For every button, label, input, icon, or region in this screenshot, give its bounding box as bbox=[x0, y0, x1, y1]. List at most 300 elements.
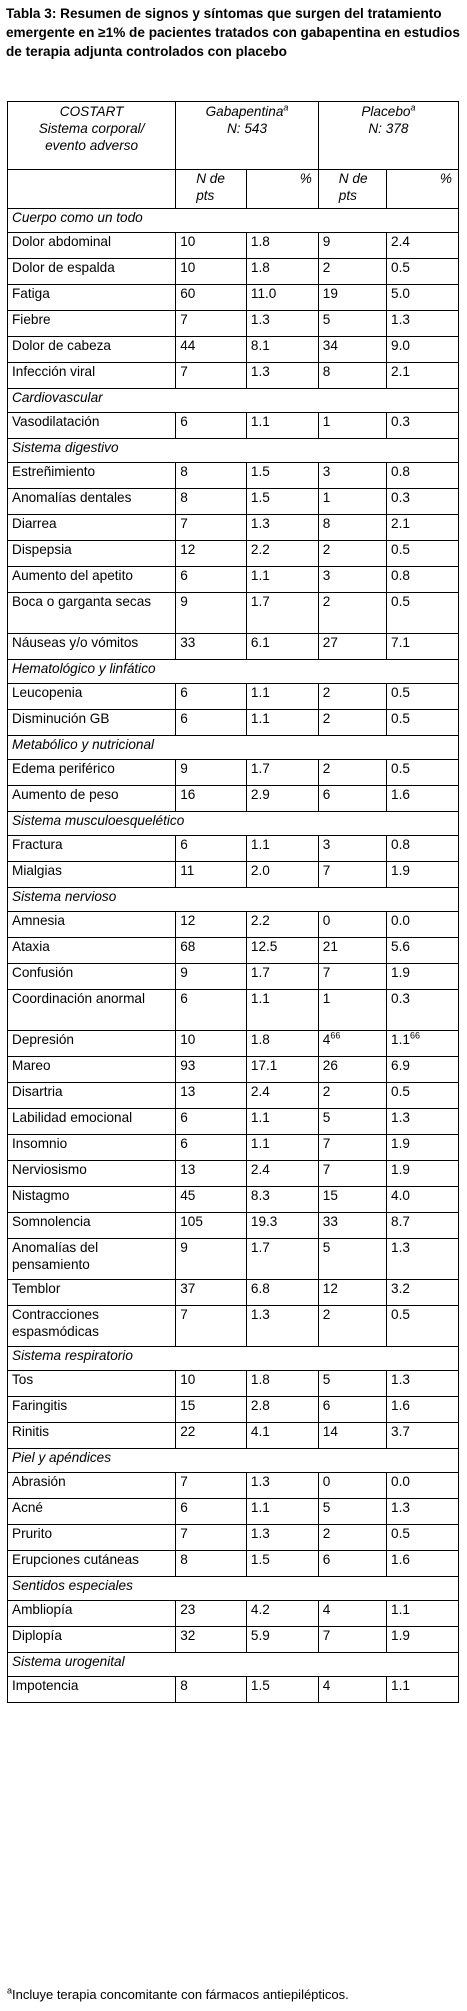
section-title: Sentidos especiales bbox=[8, 1577, 459, 1601]
placebo-percent bbox=[387, 1213, 459, 1239]
gabapentina-n-pts-value: 45 bbox=[180, 1188, 196, 1203]
gabapentina-n-pts-value: 7 bbox=[180, 1526, 188, 1541]
placebo-n-pts bbox=[318, 710, 386, 736]
gabapentina-percent-value: 1.3 bbox=[250, 364, 270, 379]
gabapentina-n-pts bbox=[176, 1135, 247, 1161]
gabapentina-percent bbox=[246, 1280, 318, 1306]
gabapentina-percent bbox=[246, 285, 318, 311]
gabapentina-percent-value: 5.9 bbox=[250, 1628, 270, 1643]
table-row bbox=[8, 1135, 459, 1161]
table-row bbox=[8, 1031, 459, 1057]
placebo-percent-value: 6.9 bbox=[391, 1058, 410, 1073]
placebo-n-pts-value: 9 bbox=[322, 234, 331, 249]
event-label bbox=[8, 1627, 176, 1653]
placebo-n: N: 378 bbox=[368, 121, 409, 136]
gabapentina-percent bbox=[246, 233, 318, 259]
event-label-value: Erupciones cutáneas bbox=[12, 1552, 139, 1567]
gabapentina-label: Gabapentina bbox=[205, 104, 284, 119]
section-title: Piel y apéndices bbox=[8, 1449, 459, 1473]
placebo-percent-value: 1.6 bbox=[391, 1398, 410, 1413]
placebo-n-pts-value: 2 bbox=[322, 542, 331, 557]
event-label bbox=[8, 489, 176, 515]
placebo-n-pts-value: 1 bbox=[322, 490, 331, 505]
placebo-n-pts-value: 5 bbox=[322, 1372, 331, 1387]
placebo-n-pts bbox=[318, 489, 386, 515]
placebo-percent-value: 5.0 bbox=[391, 286, 410, 301]
gabapentina-n-pts bbox=[176, 862, 247, 888]
gabapentina-n-pts-value: 37 bbox=[180, 1281, 196, 1296]
placebo-percent-value: 8.7 bbox=[391, 1214, 410, 1229]
placebo-percent bbox=[387, 684, 459, 710]
placebo-n-pts bbox=[318, 1239, 386, 1280]
section-row-sentidos-especiales bbox=[8, 1577, 459, 1601]
gabapentina-percent-value: 2.2 bbox=[250, 913, 270, 928]
placebo-percent bbox=[387, 1397, 459, 1423]
event-label bbox=[8, 964, 176, 990]
placebo-n-pts-value: 4 bbox=[322, 1032, 331, 1047]
gabapentina-n-pts-value: 8 bbox=[180, 1678, 188, 1693]
event-label bbox=[8, 862, 176, 888]
gabapentina-percent bbox=[246, 1031, 318, 1057]
event-label-value: Mareo bbox=[12, 1058, 51, 1073]
placebo-n-pts bbox=[318, 1135, 386, 1161]
gabapentina-percent-value: 1.3 bbox=[250, 312, 270, 327]
placebo-n-pts bbox=[318, 760, 386, 786]
placebo-percent-value: 0.5 bbox=[391, 685, 410, 700]
gabapentina-n-pts-value: 9 bbox=[180, 761, 188, 776]
gabapentina-n-pts bbox=[176, 760, 247, 786]
event-label-value: Somnolencia bbox=[12, 1214, 91, 1229]
event-label-value: Temblor bbox=[12, 1281, 61, 1296]
table-row bbox=[8, 760, 459, 786]
header-row bbox=[8, 102, 459, 170]
event-label bbox=[8, 634, 176, 660]
event-label-value: Fiebre bbox=[12, 312, 51, 327]
table-row bbox=[8, 1499, 459, 1525]
placebo-percent bbox=[387, 1109, 459, 1135]
table-row bbox=[8, 1371, 459, 1397]
placebo-percent bbox=[387, 710, 459, 736]
placebo-percent-value: 0.5 bbox=[391, 260, 410, 275]
gabapentina-n-pts bbox=[176, 1031, 247, 1057]
col-header-costart-line1: COSTART bbox=[59, 104, 124, 119]
placebo-n-pts bbox=[318, 1473, 386, 1499]
table-row bbox=[8, 337, 459, 363]
gabapentina-percent-value: 1.3 bbox=[250, 516, 270, 531]
placebo-n-pts-value: 2 bbox=[322, 1526, 331, 1541]
gabapentina-percent-value: 1.7 bbox=[250, 761, 270, 776]
gabapentina-n-pts-value: 9 bbox=[180, 594, 188, 609]
gabapentina-n-pts-value: 7 bbox=[180, 364, 188, 379]
col-header-costart bbox=[8, 102, 176, 170]
event-label-value: Abrasión bbox=[12, 1474, 66, 1489]
table-row bbox=[8, 1601, 459, 1627]
placebo-percent bbox=[387, 1551, 459, 1577]
gabapentina-percent-value: 2.2 bbox=[250, 542, 270, 557]
subheader-gaba-npts: N de pts bbox=[176, 170, 247, 209]
placebo-percent bbox=[387, 1161, 459, 1187]
placebo-percent-value: 0.5 bbox=[391, 1526, 410, 1541]
placebo-n-pts-value: 0 bbox=[322, 1474, 331, 1489]
table-row bbox=[8, 1083, 459, 1109]
placebo-percent-value: 1.3 bbox=[391, 1372, 410, 1387]
gabapentina-n-pts bbox=[176, 489, 247, 515]
placebo-n-pts bbox=[318, 567, 386, 593]
gabapentina-n-pts bbox=[176, 515, 247, 541]
table-body bbox=[8, 102, 459, 1703]
placebo-n-pts bbox=[318, 363, 386, 389]
event-label-value: Coordinación anormal bbox=[12, 991, 145, 1006]
placebo-n-pts-value: 2 bbox=[322, 761, 331, 776]
gabapentina-percent bbox=[246, 1057, 318, 1083]
placebo-n-pts-value: 1 bbox=[322, 414, 331, 429]
placebo-n-pts bbox=[318, 1213, 386, 1239]
event-label bbox=[8, 938, 176, 964]
gabapentina-percent-value: 1.1 bbox=[250, 991, 270, 1006]
placebo-n-pts-sup: 66 bbox=[330, 1030, 341, 1041]
footnote-sup: a bbox=[7, 1985, 13, 1996]
gabapentina-n-pts bbox=[176, 413, 247, 439]
gabapentina-percent-value: 1.8 bbox=[250, 234, 270, 249]
placebo-n-pts-value: 7 bbox=[322, 1628, 331, 1643]
gabapentina-n-pts bbox=[176, 912, 247, 938]
footnote bbox=[7, 1987, 349, 2003]
placebo-percent-value: 7.1 bbox=[391, 635, 410, 650]
gabapentina-n-pts bbox=[176, 593, 247, 634]
event-label bbox=[8, 1371, 176, 1397]
table-row bbox=[8, 413, 459, 439]
event-label bbox=[8, 567, 176, 593]
gabapentina-n-pts-value: 93 bbox=[180, 1058, 196, 1073]
gabapentina-percent bbox=[246, 1525, 318, 1551]
event-label bbox=[8, 912, 176, 938]
gabapentina-n-pts bbox=[176, 233, 247, 259]
event-label bbox=[8, 1057, 176, 1083]
event-label bbox=[8, 1601, 176, 1627]
section-row-sistema-respiratorio bbox=[8, 1347, 459, 1371]
gabapentina-percent bbox=[246, 413, 318, 439]
gabapentina-percent bbox=[246, 515, 318, 541]
gabapentina-n-pts bbox=[176, 1499, 247, 1525]
event-label bbox=[8, 1031, 176, 1057]
event-label-value: Tos bbox=[12, 1372, 34, 1387]
placebo-percent-value: 0.3 bbox=[391, 414, 410, 429]
event-label bbox=[8, 541, 176, 567]
gabapentina-percent-value: 1.3 bbox=[250, 1526, 270, 1541]
placebo-percent bbox=[387, 1135, 459, 1161]
table-row bbox=[8, 862, 459, 888]
gabapentina-percent bbox=[246, 1601, 318, 1627]
gabapentina-percent-value: 1.3 bbox=[250, 1307, 270, 1322]
placebo-n-pts bbox=[318, 786, 386, 812]
placebo-n-pts bbox=[318, 990, 386, 1031]
gabapentina-percent bbox=[246, 990, 318, 1031]
gabapentina-percent-value: 1.5 bbox=[250, 464, 270, 479]
placebo-percent bbox=[387, 836, 459, 862]
gabapentina-n-pts bbox=[176, 990, 247, 1031]
subheader-gaba-percent: % bbox=[246, 170, 318, 209]
gabapentina-percent-value: 2.4 bbox=[250, 1084, 270, 1099]
event-label bbox=[8, 1499, 176, 1525]
placebo-percent-value: 0.0 bbox=[391, 913, 410, 928]
gabapentina-percent bbox=[246, 311, 318, 337]
gabapentina-n-pts-value: 33 bbox=[180, 635, 196, 650]
gabapentina-n-pts bbox=[176, 1306, 247, 1347]
placebo-percent bbox=[387, 541, 459, 567]
table-row bbox=[8, 285, 459, 311]
gabapentina-percent-value: 1.1 bbox=[250, 568, 270, 583]
placebo-n-pts bbox=[318, 862, 386, 888]
placebo-percent-value: 0.8 bbox=[391, 464, 410, 479]
gabapentina-percent bbox=[246, 593, 318, 634]
placebo-n-pts bbox=[318, 1187, 386, 1213]
placebo-n-pts-value: 5 bbox=[322, 1500, 331, 1515]
event-label-value: Depresión bbox=[12, 1032, 74, 1047]
gabapentina-n-pts bbox=[176, 1677, 247, 1703]
gabapentina-percent-value: 1.7 bbox=[250, 1240, 270, 1255]
gabapentina-percent-value: 1.1 bbox=[250, 1110, 270, 1125]
placebo-n-pts-value: 2 bbox=[322, 711, 331, 726]
placebo-n-pts bbox=[318, 541, 386, 567]
placebo-n-pts-value: 7 bbox=[322, 1162, 331, 1177]
placebo-percent bbox=[387, 259, 459, 285]
event-label-value: Insomnio bbox=[12, 1136, 68, 1151]
gabapentina-percent bbox=[246, 1187, 318, 1213]
gabapentina-percent-value: 1.7 bbox=[250, 594, 270, 609]
gabapentina-n-pts-value: 44 bbox=[180, 338, 196, 353]
section-row-sistema-musculoesqueletico bbox=[8, 812, 459, 836]
placebo-percent-value: 1.9 bbox=[391, 965, 410, 980]
event-label-value: Dolor de espalda bbox=[12, 260, 115, 275]
adverse-events-table bbox=[7, 101, 459, 1703]
placebo-n-pts bbox=[318, 259, 386, 285]
placebo-n-pts-value: 33 bbox=[322, 1214, 338, 1229]
table-row bbox=[8, 363, 459, 389]
gabapentina-percent-value: 8.3 bbox=[250, 1188, 270, 1203]
section-row-piel-y-apendices bbox=[8, 1449, 459, 1473]
event-label-value: Mialgias bbox=[12, 863, 62, 878]
table-row bbox=[8, 1627, 459, 1653]
placebo-percent bbox=[387, 1677, 459, 1703]
gabapentina-percent bbox=[246, 363, 318, 389]
event-label bbox=[8, 1135, 176, 1161]
placebo-percent-value: 0.0 bbox=[391, 1474, 410, 1489]
event-label bbox=[8, 285, 176, 311]
placebo-percent bbox=[387, 337, 459, 363]
event-label-value: Contracciones espasmódicas bbox=[12, 1307, 99, 1339]
event-label-value: Leucopenia bbox=[12, 685, 83, 700]
gabapentina-percent bbox=[246, 1627, 318, 1653]
gabapentina-n-pts bbox=[176, 964, 247, 990]
table-row bbox=[8, 463, 459, 489]
gabapentina-percent-value: 8.1 bbox=[250, 338, 270, 353]
event-label bbox=[8, 463, 176, 489]
placebo-n-pts-value: 8 bbox=[322, 364, 331, 379]
gabapentina-n-pts bbox=[176, 1551, 247, 1577]
placebo-percent-value: 0.5 bbox=[391, 542, 410, 557]
gabapentina-percent-value: 6.8 bbox=[250, 1281, 270, 1296]
placebo-percent-value: 0.8 bbox=[391, 837, 410, 852]
event-label-value: Dispepsia bbox=[12, 542, 72, 557]
placebo-percent bbox=[387, 233, 459, 259]
placebo-percent-value: 1.9 bbox=[391, 1136, 410, 1151]
placebo-percent bbox=[387, 964, 459, 990]
placebo-n-pts bbox=[318, 938, 386, 964]
placebo-n-pts bbox=[318, 684, 386, 710]
table-row bbox=[8, 836, 459, 862]
gabapentina-percent-value: 1.8 bbox=[250, 1032, 270, 1047]
gabapentina-n-pts bbox=[176, 1083, 247, 1109]
gabapentina-n-pts bbox=[176, 1161, 247, 1187]
gabapentina-percent bbox=[246, 489, 318, 515]
placebo-n-pts-value: 2 bbox=[322, 260, 331, 275]
event-label bbox=[8, 1473, 176, 1499]
gabapentina-percent bbox=[246, 1239, 318, 1280]
event-label bbox=[8, 1187, 176, 1213]
gabapentina-n-pts-value: 7 bbox=[180, 1307, 188, 1322]
gabapentina-n-pts-value: 10 bbox=[180, 1032, 196, 1047]
placebo-percent bbox=[387, 515, 459, 541]
table-row bbox=[8, 489, 459, 515]
gabapentina-n-pts-value: 22 bbox=[180, 1424, 196, 1439]
gabapentina-n-pts-value: 105 bbox=[180, 1214, 203, 1229]
placebo-percent bbox=[387, 990, 459, 1031]
table-row bbox=[8, 515, 459, 541]
table-row bbox=[8, 1306, 459, 1347]
section-title: Cardiovascular bbox=[8, 389, 459, 413]
gabapentina-n-pts bbox=[176, 1423, 247, 1449]
gabapentina-n-pts bbox=[176, 684, 247, 710]
table-row bbox=[8, 1397, 459, 1423]
gabapentina-n-pts-value: 6 bbox=[180, 1500, 188, 1515]
placebo-n-pts bbox=[318, 1397, 386, 1423]
placebo-n-pts-value: 12 bbox=[322, 1281, 338, 1296]
event-label-value: Vasodilatación bbox=[12, 414, 100, 429]
placebo-percent-value: 1.3 bbox=[391, 1110, 410, 1125]
gabapentina-n-pts bbox=[176, 1525, 247, 1551]
placebo-percent bbox=[387, 1031, 459, 1057]
gabapentina-n-pts-value: 60 bbox=[180, 286, 196, 301]
placebo-percent-sup: 66 bbox=[409, 1030, 420, 1041]
gabapentina-n-pts-value: 10 bbox=[180, 260, 196, 275]
col-header-placebo bbox=[318, 102, 458, 170]
placebo-percent-value: 1.9 bbox=[391, 863, 410, 878]
placebo-percent-value: 1.3 bbox=[391, 1500, 410, 1515]
table-row bbox=[8, 634, 459, 660]
gabapentina-percent bbox=[246, 337, 318, 363]
event-label bbox=[8, 515, 176, 541]
placebo-n-pts bbox=[318, 1161, 386, 1187]
gabapentina-n-pts-value: 7 bbox=[180, 312, 188, 327]
placebo-n-pts bbox=[318, 634, 386, 660]
placebo-n-pts bbox=[318, 1031, 386, 1057]
placebo-percent-value: 0.8 bbox=[391, 568, 410, 583]
gabapentina-n-pts-value: 6 bbox=[180, 1136, 188, 1151]
placebo-percent-value: 0.5 bbox=[391, 711, 410, 726]
event-label bbox=[8, 1109, 176, 1135]
event-label-value: Labilidad emocional bbox=[12, 1110, 133, 1125]
gabapentina-percent-value: 1.1 bbox=[250, 711, 270, 726]
placebo-n-pts bbox=[318, 1677, 386, 1703]
placebo-percent-value: 3.7 bbox=[391, 1424, 410, 1439]
event-label-value: Infección viral bbox=[12, 364, 96, 379]
event-label bbox=[8, 311, 176, 337]
table-row bbox=[8, 1423, 459, 1449]
event-label bbox=[8, 1280, 176, 1306]
gabapentina-percent-value: 4.2 bbox=[250, 1602, 270, 1617]
placebo-n-pts-value: 21 bbox=[322, 939, 338, 954]
placebo-n-pts-value: 5 bbox=[322, 312, 331, 327]
placebo-percent bbox=[387, 1057, 459, 1083]
gabapentina-percent bbox=[246, 1397, 318, 1423]
table-row bbox=[8, 1239, 459, 1280]
placebo-n-pts bbox=[318, 1499, 386, 1525]
gabapentina-percent bbox=[246, 1135, 318, 1161]
table-row bbox=[8, 990, 459, 1031]
placebo-n-pts-value: 8 bbox=[322, 516, 331, 531]
placebo-n-pts-value: 3 bbox=[322, 568, 331, 583]
placebo-n-pts-value: 1 bbox=[322, 991, 331, 1006]
gabapentina-n-pts bbox=[176, 337, 247, 363]
gabapentina-percent-value: 4.1 bbox=[250, 1424, 270, 1439]
table-row bbox=[8, 541, 459, 567]
event-label bbox=[8, 413, 176, 439]
placebo-n-pts-value: 6 bbox=[322, 1398, 331, 1413]
table-row bbox=[8, 233, 459, 259]
gabapentina-percent bbox=[246, 938, 318, 964]
placebo-n-pts bbox=[318, 836, 386, 862]
gabapentina-n-pts bbox=[176, 567, 247, 593]
event-label-value: Acné bbox=[12, 1500, 43, 1515]
placebo-percent bbox=[387, 1423, 459, 1449]
placebo-n-pts-value: 3 bbox=[322, 837, 331, 852]
placebo-percent bbox=[387, 1525, 459, 1551]
gabapentina-n-pts-value: 11 bbox=[180, 863, 195, 878]
placebo-n-pts bbox=[318, 1280, 386, 1306]
gabapentina-percent-value: 11.0 bbox=[250, 286, 277, 301]
table-row bbox=[8, 1473, 459, 1499]
placebo-percent bbox=[387, 1627, 459, 1653]
table-row bbox=[8, 259, 459, 285]
section-title: Metabólico y nutricional bbox=[8, 736, 459, 760]
event-label-value: Rinitis bbox=[12, 1424, 50, 1439]
placebo-percent bbox=[387, 1187, 459, 1213]
placebo-percent-value: 0.5 bbox=[391, 761, 410, 776]
gabapentina-percent-value: 1.3 bbox=[250, 1474, 270, 1489]
placebo-n-pts-value: 5 bbox=[322, 1110, 331, 1125]
placebo-sup: a bbox=[410, 102, 416, 113]
event-label bbox=[8, 1306, 176, 1347]
placebo-percent-value: 9.0 bbox=[391, 338, 410, 353]
placebo-n-pts bbox=[318, 515, 386, 541]
placebo-n-pts bbox=[318, 233, 386, 259]
placebo-percent-value: 5.6 bbox=[391, 939, 410, 954]
gabapentina-n-pts bbox=[176, 1473, 247, 1499]
gabapentina-percent-value: 1.7 bbox=[250, 965, 270, 980]
gabapentina-percent bbox=[246, 1423, 318, 1449]
event-label-value: Edema periférico bbox=[12, 761, 115, 776]
placebo-percent bbox=[387, 413, 459, 439]
section-title: Sistema digestivo bbox=[8, 439, 459, 463]
gabapentina-percent bbox=[246, 1551, 318, 1577]
section-title: Sistema respiratorio bbox=[8, 1347, 459, 1371]
gabapentina-n-pts bbox=[176, 836, 247, 862]
gabapentina-n-pts bbox=[176, 1397, 247, 1423]
event-label bbox=[8, 684, 176, 710]
event-label bbox=[8, 710, 176, 736]
gabapentina-n-pts bbox=[176, 1627, 247, 1653]
table-row bbox=[8, 1677, 459, 1703]
